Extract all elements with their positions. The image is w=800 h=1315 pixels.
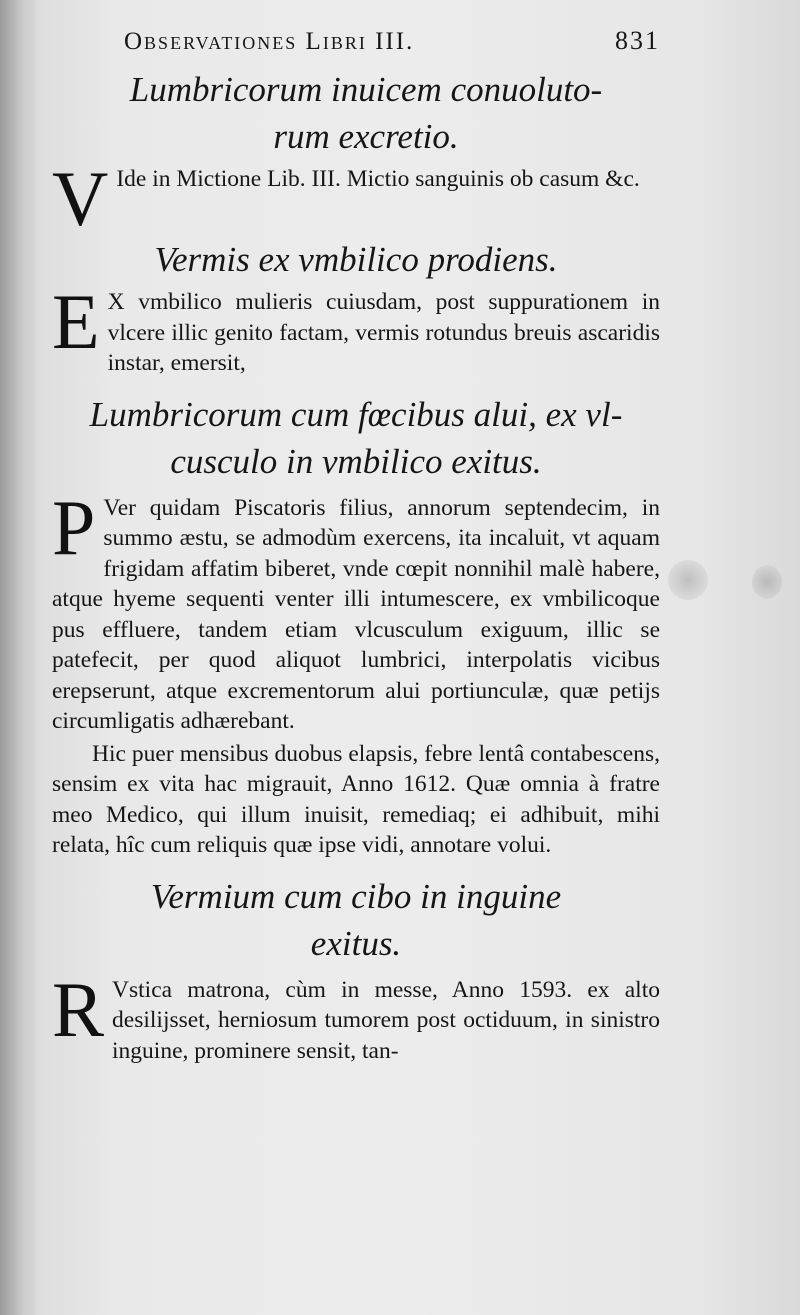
section-heading: [52, 66, 660, 160]
binding-gutter: [0, 0, 36, 1315]
section-heading: [52, 873, 660, 967]
drop-capital: V: [52, 155, 109, 242]
heading-line: Lumbricorum cum fœcibus alui, ex vl-: [89, 394, 623, 434]
paragraph-text: Ver quidam Piscatoris filius, annorum septendecim, in summo æstu, se admodùm exercens, ita incaluit, vt aquam frigidam affatim biberet, vnde cœpit nonnihil malè habere, atque hyeme sequenti venter illi intumescere, ex vmbilicoque pus effluere, tandem etiam vlcusculum exiguum, illic se patefecit, per quod aliquot lumbrici, interpolatis vicibus erepserunt, atque excrementorum alui portiunculæ, quæ petijs circumligatis adhærebant.: [52, 494, 660, 734]
running-head: [52, 20, 660, 64]
paragraph: [52, 483, 660, 737]
paragraph: [52, 278, 660, 379]
heading-line: cusculo in vmbilico exitus.: [170, 441, 542, 481]
heading-line: Vermis ex vmbilico prodiens.: [154, 240, 558, 279]
running-head-title: Observationes Libri III.: [124, 28, 415, 55]
text-column: [52, 20, 660, 1066]
paragraph-text: Ide in Mictione Lib. III. Mictio sanguinis ob casum &c.: [116, 166, 640, 192]
section-heading: [52, 391, 660, 485]
paragraph-text: Vstica matrona, cùm in messe, Anno 1593. ex alto desilijsset, herniosum tumorem post octiduum, in sinistro inguine, prominere sensit, tan-: [112, 976, 660, 1064]
section: [52, 236, 660, 379]
ink-stain: [752, 565, 782, 599]
page-number: 831: [615, 26, 660, 55]
heading-line: exitus.: [310, 923, 402, 963]
drop-capital: E: [52, 278, 100, 365]
heading-line: rum excretio.: [273, 117, 459, 156]
drop-capital: P: [52, 483, 96, 571]
heading-line: Lumbricorum inuicem conuoluto-: [129, 70, 603, 109]
heading-line: Vermium cum cibo in inguine: [150, 876, 562, 916]
paragraph: [52, 155, 660, 242]
section: [52, 391, 660, 861]
paragraph-text: X vmbilico mulieris cuiusdam, post suppurationem in vlcere illic genito factam, vermis rotundus breuis ascaridis instar, emersit,: [107, 289, 660, 376]
ink-stain: [668, 560, 708, 600]
section: [52, 66, 660, 242]
section-heading: [52, 236, 660, 283]
paragraph: [52, 965, 660, 1067]
drop-capital: R: [52, 965, 105, 1053]
paragraph: Hic puer mensibus duobus elapsis, febre lentâ contabescens, sensim ex vita hac migrauit, Anno 1612. Quæ omnia à fratre meo Medico, qui illum inuisit, remediaq; ei adhibuit, mihi relata, hîc cum reliquis quæ ipse vidi, annotare volui.: [52, 740, 660, 858]
section: [52, 873, 660, 1067]
